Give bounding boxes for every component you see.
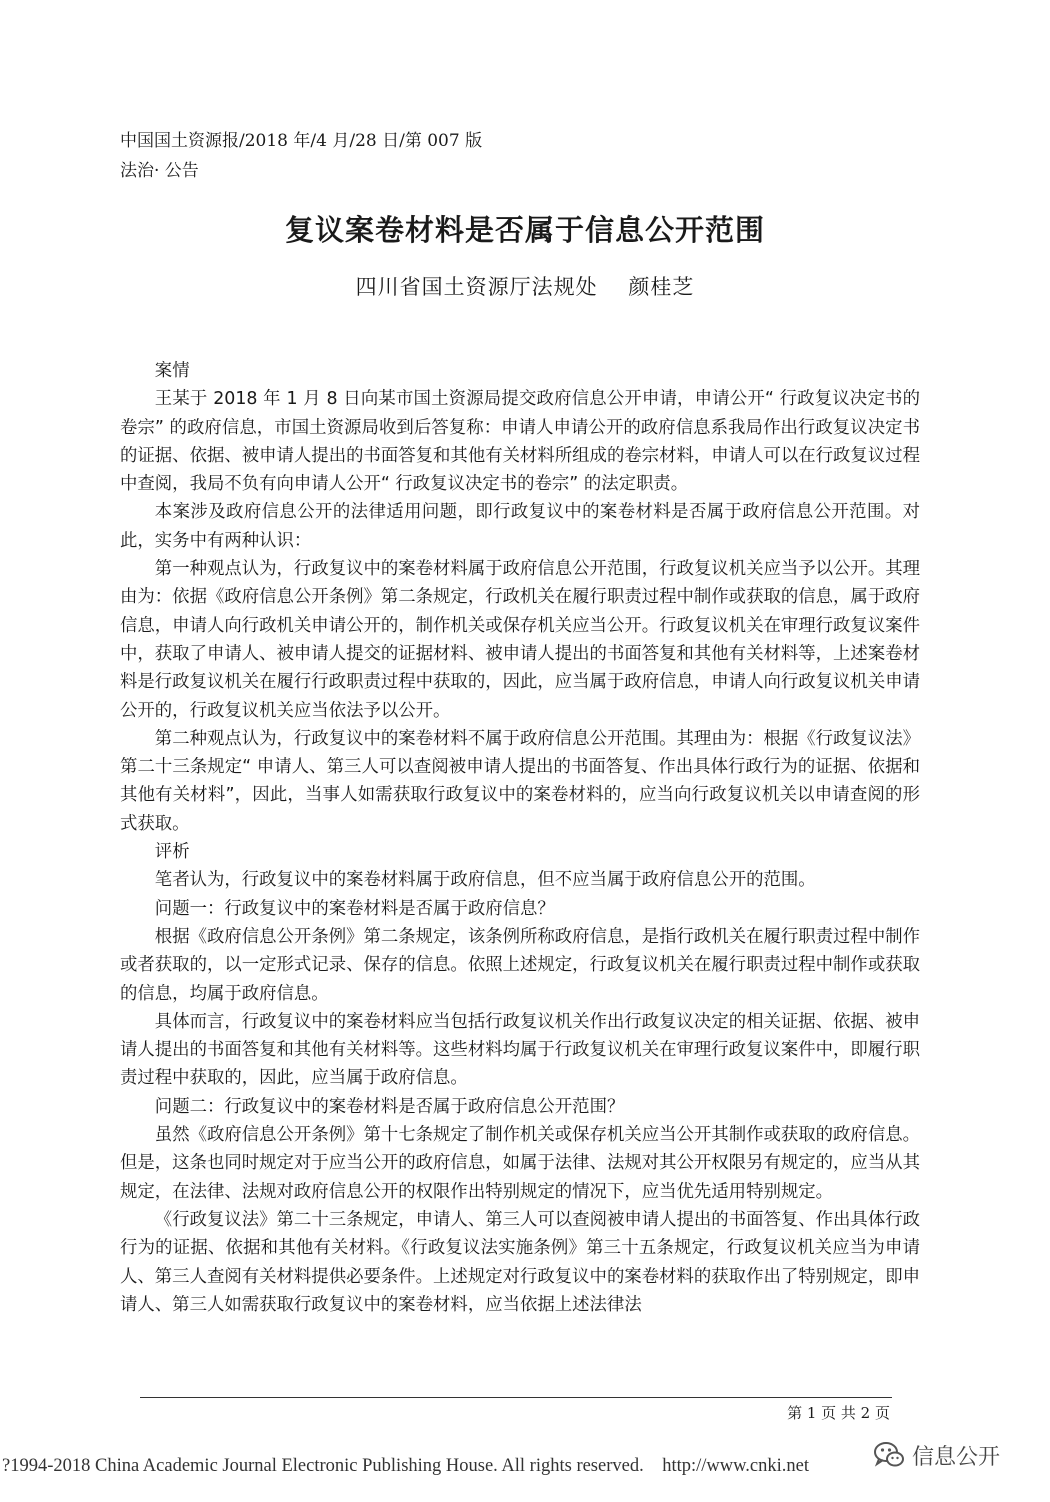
paragraph: 笔者认为，行政复议中的案卷材料属于政府信息，但不应当属于政府信息公开的范围。	[154, 870, 816, 891]
source-section-line: 法治· 公告	[120, 161, 199, 181]
paragraph: 问题一：行政复议中的案卷材料是否属于政府信息？	[154, 898, 555, 919]
article-title: 复议案卷材料是否属于信息公开范围	[284, 213, 765, 247]
source-info	[120, 126, 482, 186]
paragraph: 案情	[154, 361, 190, 381]
paragraph: 《行政复议法》第二十三条规定，申请人、第三人可以查阅被申请人提出的书面答复、作出具体行政行为的证据、依据和其他有关材料。《行政复议法实施条例》第三十五条规定，行政复议机关应当为申请人、第三人查阅有关材料提供必要条件。上述规定对行政复议中的案卷材料的获取作出了特别规定，即申请人、第三人如需获取行政复议中的案卷材料，应当依据上述法律法	[120, 1209, 920, 1315]
paragraph: 根据《政府信息公开条例》第二条规定，该条例所称政府信息，是指行政机关在履行职责过程中制作或者获取的，以一定形式记录、保存的信息。依照上述规定，行政复议机关在履行职责过程中制作或获取的信息，均属于政府信息。	[120, 926, 920, 1004]
source-publication-line: 中国国土资源报/2018 年/4 月/28 日/第 007 版	[120, 131, 483, 151]
paragraph: 虽然《政府信息公开条例》第十七条规定了制作机关或保存机关应当公开其制作或获取的政府信息。但是，这条也同时规定对于应当公开的政府信息，如属于法律、法规对其公开权限另有规定的，应当从其规定，在法律、法规对政府信息公开的权限作出特别规定的情况下，应当优先适用特别规定。	[120, 1125, 920, 1202]
paragraph: 王某于 2018 年 1 月 8 日向某市国土资源局提交政府信息公开申请，申请公开“ 行政复议决定书的卷宗” 的政府信息，市国土资源局收到后答复称：申请人申请公开的政府信息系我局作出行政复议决定书的证据、依据、被申请人提出的书面答复和其他有关材料所组成的卷宗材料，申请人可以在行政复议过程中查阅，我局不负有向申请人公开“ 行政复议决定书的卷宗” 的法定职责。	[120, 389, 920, 495]
paragraph: 评析	[154, 842, 190, 863]
footer-divider	[140, 1397, 892, 1398]
watermark-text: 信息公开	[912, 1444, 1001, 1470]
paragraph: 本案涉及政府信息公开的法律适用问题，即行政复议中的案卷材料是否属于政府信息公开范围。对此，实务中有两种认识：	[120, 502, 920, 551]
copyright-notice: ?1994-2018 China Academic Journal Electronic Publishing House. All rights reserved. http://www.cnki.net	[2, 1456, 809, 1476]
paragraph: 第二种观点认为，行政复议中的案卷材料不属于政府信息公开范围。其理由为：根据《行政复议法》第二十三条规定“ 申请人、第三人可以查阅被申请人提出的书面答复、作出具体行政行为的证据、依据和其他有关材料”，因此，当事人如需获取行政复议中的案卷材料的，应当向行政复议机关以申请查阅的形式获取。	[120, 728, 920, 834]
wechat-icon	[872, 1438, 906, 1472]
article-byline: 四川省国土资源厅法规处 颜桂芝	[355, 275, 695, 299]
paragraph: 第一种观点认为，行政复议中的案卷材料属于政府信息公开范围，行政复议机关应当予以公开。其理由为：依据《政府信息公开条例》第二条规定，行政机关在履行职责过程中制作或获取的信息，属于政府信息，申请人向行政机关申请公开的，制作机关或保存机关应当公开。行政复议机关在审理行政复议案件中，获取了申请人、被申请人提交的证据材料、被申请人提出的书面答复和其他有关材料等，上述案卷材料是行政复议机关在履行行政职责过程中获取的，因此，应当属于政府信息，申请人向行政复议机关申请公开的，行政复议机关应当依法予以公开。	[120, 559, 920, 721]
paragraph: 具体而言，行政复议中的案卷材料应当包括行政复议机关作出行政复议决定的相关证据、依据、被申请人提出的书面答复和其他有关材料等。这些材料均属于行政复议机关在审理行政复议案件中，即履行职责过程中获取的，因此，应当属于政府信息。	[120, 1011, 920, 1089]
article-body	[120, 357, 920, 1319]
page-number: 第 1 页 共 2 页	[787, 1404, 890, 1422]
watermark	[872, 1438, 1000, 1472]
paragraph: 问题二：行政复议中的案卷材料是否属于政府信息公开范围？	[154, 1096, 625, 1117]
